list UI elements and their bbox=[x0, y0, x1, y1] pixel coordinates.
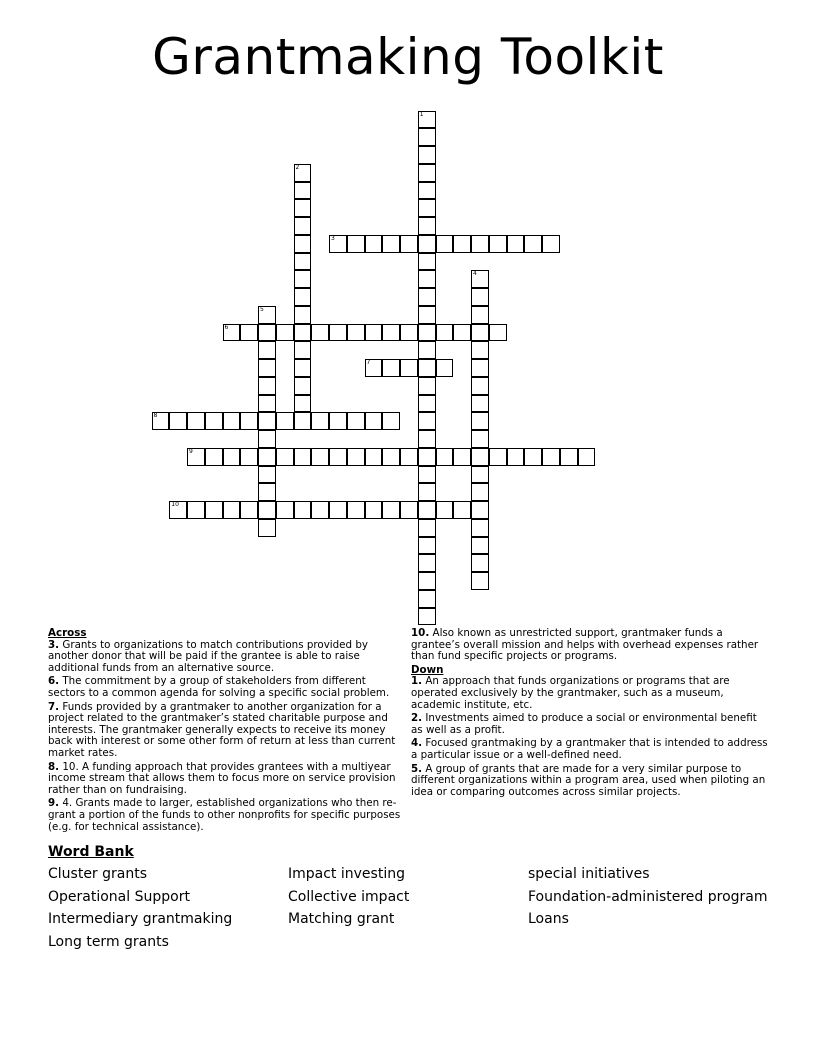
crossword-cell[interactable] bbox=[240, 448, 258, 466]
crossword-cell[interactable] bbox=[489, 448, 507, 466]
crossword-cell[interactable] bbox=[436, 324, 454, 342]
clue-text: Funds provided by a grantmaker to another organization for a project related to the grantmaker’s stated charitable purpose and interests. The grantmaker generally expects to receive its money back with interest or some other form of return at less than current market rates. bbox=[48, 700, 396, 759]
word-bank-item: Loans bbox=[528, 911, 569, 927]
crossword-cell[interactable] bbox=[169, 412, 187, 430]
crossword-cell[interactable] bbox=[311, 448, 329, 466]
clue-down-4 bbox=[411, 738, 769, 761]
crossword-cell[interactable] bbox=[347, 235, 365, 253]
crossword-cell[interactable] bbox=[240, 501, 258, 519]
crossword-cell[interactable] bbox=[240, 324, 258, 342]
crossword-cell[interactable] bbox=[258, 519, 276, 537]
crossword-cell[interactable] bbox=[365, 324, 383, 342]
crossword-cell[interactable] bbox=[471, 270, 489, 288]
crossword-cell[interactable] bbox=[418, 448, 436, 466]
clue-number: 6. bbox=[48, 675, 60, 688]
crossword-cell[interactable] bbox=[365, 501, 383, 519]
crossword-cell[interactable] bbox=[258, 341, 276, 359]
crossword-cell[interactable] bbox=[453, 448, 471, 466]
crossword-cell[interactable] bbox=[418, 253, 436, 271]
crossword-cell[interactable] bbox=[347, 448, 365, 466]
crossword-cell[interactable] bbox=[436, 448, 454, 466]
crossword-cell[interactable] bbox=[294, 270, 312, 288]
crossword-cell[interactable] bbox=[418, 182, 436, 200]
cell-number: 8 bbox=[153, 412, 158, 420]
clue-text: 4. Grants made to larger, established organizations who then re-grant a portion of the funds to other nonprofits for specific purposes (e.g. for technical assistance). bbox=[48, 797, 401, 833]
clue-number: 7. bbox=[48, 700, 60, 713]
crossword-cell[interactable] bbox=[329, 448, 347, 466]
crossword-cell[interactable] bbox=[347, 412, 365, 430]
crossword-cell[interactable] bbox=[365, 235, 383, 253]
clue-across-9 bbox=[48, 798, 406, 833]
crossword-cell[interactable] bbox=[471, 537, 489, 555]
crossword-cell[interactable] bbox=[418, 501, 436, 519]
crossword-cell[interactable] bbox=[258, 483, 276, 501]
clue-text: 10. A funding approach that provides grantees with a multiyear income stream that allows them to focus more on service provision rather than on fundraising. bbox=[48, 760, 396, 796]
crossword-cell[interactable] bbox=[223, 324, 241, 342]
crossword-cell[interactable] bbox=[187, 501, 205, 519]
crossword-cell[interactable] bbox=[223, 448, 241, 466]
crossword-cell[interactable] bbox=[524, 448, 542, 466]
cell-number: 2 bbox=[295, 163, 300, 171]
crossword-cell[interactable] bbox=[276, 448, 294, 466]
crossword-cell[interactable] bbox=[471, 288, 489, 306]
word-bank-item: Impact investing bbox=[288, 866, 405, 882]
crossword-cell[interactable] bbox=[329, 324, 347, 342]
crossword-cell[interactable] bbox=[418, 270, 436, 288]
crossword-cell[interactable] bbox=[507, 235, 525, 253]
crossword-cell[interactable] bbox=[418, 199, 436, 217]
cell-number: 5 bbox=[260, 305, 264, 313]
crossword-cell[interactable] bbox=[294, 377, 312, 395]
crossword-cell[interactable] bbox=[471, 572, 489, 590]
crossword-cell[interactable] bbox=[400, 324, 418, 342]
crossword-cell[interactable] bbox=[382, 412, 400, 430]
crossword-cell[interactable] bbox=[418, 590, 436, 608]
crossword-cell[interactable] bbox=[524, 235, 542, 253]
clue-number: 5. bbox=[411, 762, 423, 775]
crossword-cell[interactable] bbox=[240, 412, 258, 430]
crossword-cell[interactable] bbox=[258, 395, 276, 413]
clue-text: The commitment by a group of stakeholders from different sectors to a common agenda for solving a specific social problem. bbox=[48, 675, 390, 699]
clue-number: 10. bbox=[411, 627, 430, 639]
crossword-cell[interactable] bbox=[294, 395, 312, 413]
clue-text: Investments aimed to produce a social or environmental benefit as well as a profit. bbox=[411, 712, 757, 736]
crossword-cell[interactable] bbox=[294, 253, 312, 271]
crossword-cell[interactable] bbox=[382, 448, 400, 466]
crossword-cell[interactable] bbox=[489, 324, 507, 342]
clue-across-7 bbox=[48, 702, 406, 760]
crossword-cell[interactable] bbox=[223, 501, 241, 519]
word-bank bbox=[48, 866, 808, 958]
crossword-cell[interactable] bbox=[471, 430, 489, 448]
word-bank-item: Foundation-administered program bbox=[528, 889, 768, 905]
crossword-cell[interactable] bbox=[560, 448, 578, 466]
cell-number: 6 bbox=[224, 323, 229, 331]
crossword-cell[interactable] bbox=[329, 235, 347, 253]
crossword-cell[interactable] bbox=[205, 448, 223, 466]
crossword-cell[interactable] bbox=[471, 448, 489, 466]
crossword-cell[interactable] bbox=[453, 501, 471, 519]
crossword-cell[interactable] bbox=[294, 199, 312, 217]
crossword-cell[interactable] bbox=[258, 501, 276, 519]
crossword-cell[interactable] bbox=[418, 430, 436, 448]
crossword-cell[interactable] bbox=[507, 448, 525, 466]
crossword-cell[interactable] bbox=[418, 395, 436, 413]
crossword-cell[interactable] bbox=[418, 608, 436, 626]
clue-across-8 bbox=[48, 762, 406, 797]
crossword-cell[interactable] bbox=[347, 324, 365, 342]
crossword-cell[interactable] bbox=[152, 412, 170, 430]
word-bank-item: Operational Support bbox=[48, 889, 190, 905]
crossword-cell[interactable] bbox=[258, 466, 276, 484]
crossword-cell[interactable] bbox=[418, 164, 436, 182]
crossword-cell[interactable] bbox=[418, 554, 436, 572]
cell-number: 4 bbox=[473, 270, 477, 278]
clue-down-2 bbox=[411, 713, 769, 736]
crossword-cell[interactable] bbox=[187, 448, 205, 466]
crossword-cell[interactable] bbox=[294, 448, 312, 466]
crossword-cell[interactable] bbox=[418, 288, 436, 306]
crossword-cell[interactable] bbox=[471, 466, 489, 484]
crossword-cell[interactable] bbox=[382, 359, 400, 377]
clue-down-5 bbox=[411, 764, 769, 799]
crossword-cell[interactable] bbox=[418, 537, 436, 555]
crossword-cell[interactable] bbox=[489, 235, 507, 253]
crossword-cell[interactable] bbox=[400, 448, 418, 466]
crossword-cell[interactable] bbox=[542, 235, 560, 253]
across-heading: Across bbox=[48, 627, 87, 639]
crossword-cell[interactable] bbox=[471, 554, 489, 572]
crossword-cell[interactable] bbox=[311, 412, 329, 430]
clue-number: 8. bbox=[48, 760, 60, 773]
crossword-cell[interactable] bbox=[418, 377, 436, 395]
crossword-cell[interactable] bbox=[400, 235, 418, 253]
crossword-cell[interactable] bbox=[471, 483, 489, 501]
crossword-cell[interactable] bbox=[294, 164, 312, 182]
crossword-cell[interactable] bbox=[294, 359, 312, 377]
crossword-cell[interactable] bbox=[276, 501, 294, 519]
crossword-cell[interactable] bbox=[418, 359, 436, 377]
crossword-cell[interactable] bbox=[471, 412, 489, 430]
crossword-cell[interactable] bbox=[223, 412, 241, 430]
clue-across-6 bbox=[48, 676, 406, 699]
clue-number: 4. bbox=[411, 737, 423, 750]
crossword-cell[interactable] bbox=[578, 448, 596, 466]
crossword-cell[interactable] bbox=[365, 359, 383, 377]
crossword-cell[interactable] bbox=[294, 288, 312, 306]
clue-text: A group of grants that are made for a very similar purpose to different organizations within a program area, used when piloting an idea or comparing outcomes across similar projects. bbox=[411, 762, 766, 798]
crossword-cell[interactable] bbox=[294, 182, 312, 200]
clue-text: Also known as unrestricted support, grantmaker funds a grantee’s overall mission and helps with overhead expenses rather than fund specific projects or programs. bbox=[411, 627, 759, 663]
crossword-cell[interactable] bbox=[418, 324, 436, 342]
crossword-cell[interactable] bbox=[418, 572, 436, 590]
crossword-cell[interactable] bbox=[471, 341, 489, 359]
crossword-cell[interactable] bbox=[276, 324, 294, 342]
crossword-cell[interactable] bbox=[436, 359, 454, 377]
crossword-cell[interactable] bbox=[418, 483, 436, 501]
word-bank-item: Matching grant bbox=[288, 911, 395, 927]
crossword-cell[interactable] bbox=[382, 501, 400, 519]
crossword-cell[interactable] bbox=[311, 324, 329, 342]
crossword-cell[interactable] bbox=[258, 359, 276, 377]
crossword-cell[interactable] bbox=[453, 235, 471, 253]
cell-number: 3 bbox=[331, 234, 335, 242]
crossword-cell[interactable] bbox=[436, 501, 454, 519]
word-bank-item: Long term grants bbox=[48, 934, 169, 950]
crossword-cell[interactable] bbox=[258, 324, 276, 342]
crossword-cell[interactable] bbox=[294, 412, 312, 430]
word-bank-item: Intermediary grantmaking bbox=[48, 911, 233, 927]
cell-number: 1 bbox=[419, 110, 424, 118]
crossword-cell[interactable] bbox=[471, 324, 489, 342]
crossword-cell[interactable] bbox=[418, 466, 436, 484]
crossword-cell[interactable] bbox=[418, 341, 436, 359]
crossword-cell[interactable] bbox=[258, 377, 276, 395]
crossword-cell[interactable] bbox=[294, 324, 312, 342]
crossword-cell[interactable] bbox=[382, 324, 400, 342]
crossword-cell[interactable] bbox=[294, 235, 312, 253]
crossword-cell[interactable] bbox=[205, 412, 223, 430]
clue-across-10 bbox=[411, 628, 769, 663]
crossword-cell[interactable] bbox=[276, 412, 294, 430]
crossword-cell[interactable] bbox=[382, 235, 400, 253]
crossword-cell[interactable] bbox=[258, 412, 276, 430]
crossword-cell[interactable] bbox=[436, 235, 454, 253]
crossword-cell[interactable] bbox=[294, 217, 312, 235]
crossword-cell[interactable] bbox=[311, 501, 329, 519]
crossword-cell[interactable] bbox=[471, 395, 489, 413]
crossword-cell[interactable] bbox=[365, 412, 383, 430]
crossword-cell[interactable] bbox=[329, 501, 347, 519]
crossword-cell[interactable] bbox=[418, 519, 436, 537]
crossword-cell[interactable] bbox=[258, 306, 276, 324]
crossword-cell[interactable] bbox=[453, 324, 471, 342]
clue-text: Grants to organizations to match contributions provided by another donor that will be paid if the grantee is able to raise additional funds from an alternative source. bbox=[48, 638, 368, 674]
clues-left-column bbox=[48, 628, 406, 835]
clue-text: Focused grantmaking by a grantmaker that is intended to address a particular issue or a well-defined need. bbox=[411, 737, 768, 761]
crossword-cell[interactable] bbox=[329, 412, 347, 430]
crossword-cell[interactable] bbox=[542, 448, 560, 466]
crossword-cell[interactable] bbox=[471, 235, 489, 253]
crossword-cell[interactable] bbox=[471, 519, 489, 537]
crossword-cell[interactable] bbox=[294, 306, 312, 324]
crossword-cell[interactable] bbox=[187, 412, 205, 430]
crossword-cell[interactable] bbox=[418, 235, 436, 253]
clue-number: 2. bbox=[411, 712, 423, 725]
crossword-cell[interactable] bbox=[365, 448, 383, 466]
down-heading: Down bbox=[411, 663, 444, 676]
word-bank-heading: Word Bank bbox=[48, 844, 134, 860]
crossword-cell[interactable] bbox=[258, 430, 276, 448]
page-title: Grantmaking Toolkit bbox=[152, 28, 664, 86]
crossword-cell[interactable] bbox=[418, 217, 436, 235]
cell-number: 7 bbox=[366, 359, 371, 366]
crossword-cell[interactable] bbox=[418, 146, 436, 164]
crossword-cell[interactable] bbox=[294, 341, 312, 359]
crossword-cell[interactable] bbox=[205, 501, 223, 519]
clue-down-1 bbox=[411, 676, 769, 711]
crossword-cell[interactable] bbox=[471, 306, 489, 324]
word-bank-item: Cluster grants bbox=[48, 866, 148, 882]
crossword-cell[interactable] bbox=[294, 501, 312, 519]
clue-across-3 bbox=[48, 640, 406, 675]
clue-number: 9. bbox=[48, 797, 60, 810]
word-bank-item: special initiatives bbox=[528, 866, 650, 882]
crossword-cell[interactable] bbox=[400, 501, 418, 519]
cell-number: 9 bbox=[189, 447, 193, 455]
cell-number: 10 bbox=[171, 501, 179, 508]
crossword-cell[interactable] bbox=[347, 501, 365, 519]
crossword-cell[interactable] bbox=[471, 377, 489, 395]
crossword-cell[interactable] bbox=[418, 412, 436, 430]
clue-number: 3. bbox=[48, 638, 60, 651]
crossword-cell[interactable] bbox=[400, 359, 418, 377]
clues-right-column bbox=[411, 628, 769, 800]
clue-number: 1. bbox=[411, 675, 423, 688]
crossword-cell[interactable] bbox=[418, 111, 436, 129]
word-bank-item: Collective impact bbox=[288, 889, 410, 905]
crossword-cell[interactable] bbox=[418, 128, 436, 146]
clue-text: An approach that funds organizations or programs that are operated exclusively by the grantmaker, such as a museum, academic institute, etc. bbox=[411, 675, 730, 711]
crossword-cell[interactable] bbox=[258, 448, 276, 466]
crossword-cell[interactable] bbox=[471, 501, 489, 519]
crossword-cell[interactable] bbox=[418, 306, 436, 324]
crossword-cell[interactable] bbox=[169, 501, 187, 519]
crossword-cell[interactable] bbox=[471, 359, 489, 377]
